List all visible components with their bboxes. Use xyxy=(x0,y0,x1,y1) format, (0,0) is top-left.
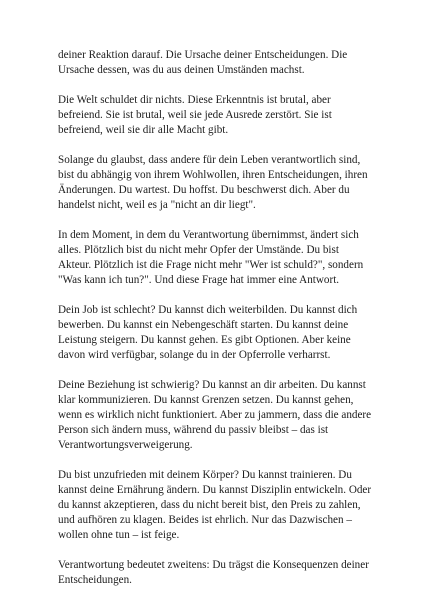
paragraph-5: Dein Job ist schlecht? Du kannst dich weiterbilden. Du kannst dich bewerben. Du kannst ein Nebengeschäft starten. Du kannst deine Leistung steigern. Du kannst gehen. Es gibt Optionen. Aber keine davon wird verfügbar, solange du in der Opferrolle verharrst. xyxy=(58,304,358,361)
paragraph-8: Verantwortung bedeutet zweitens: Du trägst die Konsequenzen deiner Entscheidungen. xyxy=(58,559,369,586)
paragraph-3: Solange du glaubst, dass andere für dein Leben verantwortlich sind, bist du abhängig von ihrem Wohlwollen, ihren Entscheidungen, ihren Änderungen. Du wartest. Du hoffst. Du beschwerst dich. Aber du handelst nicht, weil es ja "nicht an dir liegt". xyxy=(58,154,368,211)
document-page xyxy=(58,48,373,588)
paragraph-4: In dem Moment, in dem du Verantwortung übernimmst, ändert sich alles. Plötzlich bist du nicht mehr Opfer der Umstände. Du bist Akteur. Plötzlich ist die Frage nicht mehr "Wer ist schuld?", sondern "Was kann ich tun?". Und diese Frage hat immer eine Antwort. xyxy=(58,229,364,286)
paragraph-6: Deine Beziehung ist schwierig? Du kannst an dir arbeiten. Du kannst klar kommunizieren. Du kannst Grenzen setzen. Du kannst gehen, wenn es wirklich nicht funktioniert. Aber zu jammern, dass die andere Person sich ändern muss, während du passiv bleibst – das ist Verantwortungsverweigerung. xyxy=(58,379,372,451)
paragraph-2: Die Welt schuldet dir nichts. Diese Erkenntnis ist brutal, aber befreiend. Sie ist brutal, weil sie jede Ausrede zerstört. Sie ist befreiend, weil sie dir alle Macht gibt. xyxy=(58,94,332,136)
paragraph-1: deiner Reaktion darauf. Die Ursache deiner Entscheidungen. Die Ursache dessen, was du aus deinen Umständen machst. xyxy=(58,49,348,76)
paragraph-7: Du bist unzufrieden mit deinem Körper? Du kannst trainieren. Du kannst deine Ernährung ändern. Du kannst Disziplin entwickeln. Oder du kannst akzeptieren, dass du nicht bereit bist, den Preis zu zahlen, und aufhören zu klagen. Beides ist ehrlich. Nur das Dazwischen – wollen ohne tun – ist feige. xyxy=(58,469,372,541)
